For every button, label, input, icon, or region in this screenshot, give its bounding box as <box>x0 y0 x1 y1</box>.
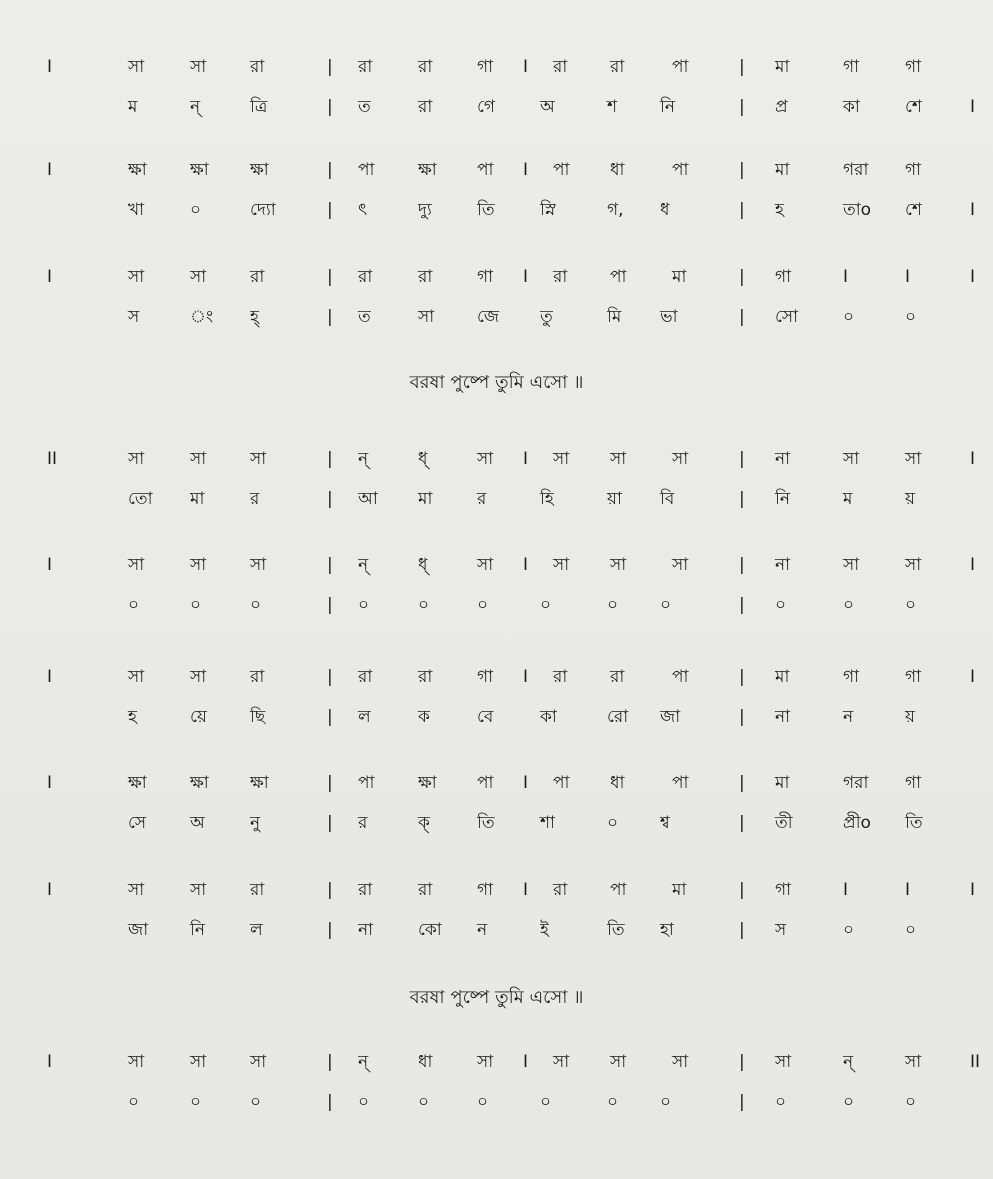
lyric-syllable: খা <box>128 200 145 220</box>
bar-line: I <box>523 667 529 687</box>
swara-note: মা <box>672 267 687 287</box>
swara-note: সা <box>477 555 494 575</box>
bar-line: | <box>739 449 745 469</box>
lyric-syllable: ০ <box>358 595 370 615</box>
lyric-syllable: শে <box>905 200 922 220</box>
swara-note: সা <box>775 1052 792 1072</box>
bar-line: | <box>739 1092 745 1112</box>
lyric-syllable: ০ <box>418 595 430 615</box>
swara-line <box>0 155 993 185</box>
bar-line: I <box>905 880 911 900</box>
swara-note: সা <box>190 880 207 900</box>
swara-note: সা <box>128 267 145 287</box>
lyric-syllable: র <box>477 489 487 509</box>
lyric-syllable: ০ <box>190 595 202 615</box>
lyric-syllable: রো <box>607 707 629 727</box>
lyric-syllable: ০ <box>607 595 619 615</box>
bar-line: | <box>327 160 333 180</box>
swara-note: ক্ষা <box>190 773 209 793</box>
bar-line: | <box>327 200 333 220</box>
lyric-syllable: ল <box>358 707 371 727</box>
swara-note: সা <box>250 1052 267 1072</box>
swara-note: রা <box>250 267 265 287</box>
bar-line: | <box>327 267 333 287</box>
swara-note: সা <box>250 555 267 575</box>
swara-note: ক্ষা <box>190 160 209 180</box>
section-end-marker: I <box>970 200 976 220</box>
lyric-syllable: ০ <box>190 200 202 220</box>
swara-note: সা <box>553 555 570 575</box>
lyric-syllable: স <box>128 307 140 327</box>
swara-note: সা <box>477 1052 494 1072</box>
swara-note: গা <box>843 667 860 687</box>
swara-line <box>0 52 993 82</box>
swara-note: পা <box>672 667 689 687</box>
lyric-syllable: তি <box>607 920 625 940</box>
lyric-syllable: তি <box>477 200 495 220</box>
lyric-syllable: গে <box>477 97 496 117</box>
lyric-syllable: ০ <box>660 595 672 615</box>
lyric-syllable: ন <box>843 707 854 727</box>
lyric-syllable: ০ <box>775 1092 787 1112</box>
swara-note: ধা <box>610 160 625 180</box>
swara-note: পা <box>477 160 494 180</box>
lyric-syllable: ০ <box>607 813 619 833</box>
bar-line: | <box>739 667 745 687</box>
swara-note: সা <box>610 1052 627 1072</box>
swara-note: সা <box>250 449 267 469</box>
section-end-marker: I <box>970 97 976 117</box>
swara-note: পা <box>672 57 689 77</box>
lyric-syllable: ত <box>358 97 371 117</box>
swara-note: সা <box>128 1052 145 1072</box>
swara-note: পা <box>672 160 689 180</box>
section-marker: I <box>47 880 53 900</box>
swara-note: সা <box>477 449 494 469</box>
swara-note: গা <box>775 267 792 287</box>
swara-note: সা <box>610 449 627 469</box>
lyric-syllable: ধ <box>660 200 670 220</box>
lyric-syllable: হ <box>775 200 784 220</box>
bar-line: I <box>523 555 529 575</box>
lyric-line <box>0 302 993 332</box>
lyric-syllable: ০ <box>660 1092 672 1112</box>
section-end-marker: I <box>970 555 976 575</box>
lyric-syllable: হ <box>128 707 137 727</box>
swara-note: সা <box>843 449 860 469</box>
swara-note: ধ্ <box>418 449 428 469</box>
lyric-syllable: তু <box>540 307 553 327</box>
bar-line: | <box>327 813 333 833</box>
swara-note: সা <box>190 555 207 575</box>
swara-note: ন্ <box>843 1052 854 1072</box>
swara-note: সা <box>672 555 689 575</box>
swara-note: পা <box>358 773 375 793</box>
swara-note: রা <box>553 880 568 900</box>
lyric-syllable: রা <box>418 97 433 117</box>
lyric-syllable: ০ <box>843 1092 855 1112</box>
bar-line: | <box>739 773 745 793</box>
bar-line: | <box>327 57 333 77</box>
lyric-syllable: য় <box>905 489 916 509</box>
swara-note: ক্ষা <box>250 160 269 180</box>
lyric-line <box>0 702 993 732</box>
bar-line: | <box>739 160 745 180</box>
lyric-syllable: নি <box>660 97 676 117</box>
lyric-syllable: কা <box>540 707 557 727</box>
lyric-syllable: স <box>775 920 787 940</box>
lyric-syllable: ক <box>418 707 430 727</box>
bar-line: | <box>739 200 745 220</box>
swara-note: সা <box>905 1052 922 1072</box>
lyric-syllable: ০ <box>905 307 917 327</box>
section-marker: I <box>47 555 53 575</box>
swara-note: ক্ষা <box>128 160 147 180</box>
lyric-syllable: বি <box>660 489 675 509</box>
lyric-syllable: তি <box>905 813 923 833</box>
lyric-syllable: হা <box>660 920 674 940</box>
lyric-syllable: বে <box>477 707 494 727</box>
swara-note: গা <box>905 57 922 77</box>
lyric-line <box>0 590 993 620</box>
lyric-syllable: ং <box>190 307 214 327</box>
swara-note: সা <box>672 449 689 469</box>
lyric-syllable: ছি <box>250 707 266 727</box>
lyric-syllable: তী <box>775 813 793 833</box>
lyric-syllable: শে <box>905 97 922 117</box>
lyric-syllable: না <box>358 920 374 940</box>
swara-note: ন্ <box>358 449 369 469</box>
bar-line: | <box>739 307 745 327</box>
lyric-syllable: ০ <box>843 595 855 615</box>
swara-note: সা <box>190 667 207 687</box>
lyric-syllable: ০ <box>418 1092 430 1112</box>
lyric-syllable: ম <box>128 97 138 117</box>
lyric-syllable: ক্ <box>418 813 430 833</box>
lyric-syllable: ত <box>358 307 371 327</box>
lyric-syllable: ০ <box>905 1092 917 1112</box>
swara-note: পা <box>553 160 570 180</box>
lyric-syllable: স্নি <box>540 200 556 220</box>
lyric-syllable: য়ে <box>190 707 207 727</box>
bar-line: I <box>523 267 529 287</box>
swara-note: রা <box>358 667 373 687</box>
lyric-syllable: ০ <box>250 595 262 615</box>
swara-note: পা <box>672 773 689 793</box>
swara-note: সা <box>190 267 207 287</box>
section-marker: I <box>47 773 53 793</box>
swara-note: মা <box>775 773 790 793</box>
swara-note: রা <box>358 57 373 77</box>
bar-line: | <box>327 307 333 327</box>
swara-note: পা <box>477 773 494 793</box>
lyric-syllable: ই <box>540 920 549 940</box>
bar-line: | <box>739 555 745 575</box>
bar-line: | <box>327 707 333 727</box>
refrain-line-2: বরষা পুষ্পে তুমি এসো ॥ <box>409 987 584 1008</box>
bar-line: I <box>843 267 849 287</box>
swara-line <box>0 1047 993 1077</box>
lyric-syllable: ০ <box>128 595 140 615</box>
lyric-syllable: ভা <box>660 307 678 327</box>
swara-note: রা <box>418 57 433 77</box>
bar-line: | <box>739 813 745 833</box>
swara-note: পা <box>358 160 375 180</box>
lyric-line <box>0 484 993 514</box>
lyric-syllable: য় <box>905 707 916 727</box>
lyric-syllable: ০ <box>540 595 552 615</box>
swara-note: রা <box>250 880 265 900</box>
lyric-syllable: শা <box>540 813 555 833</box>
lyric-syllable: নু <box>250 813 261 833</box>
swara-note: পা <box>610 880 627 900</box>
bar-line: | <box>739 57 745 77</box>
bar-line: | <box>327 1052 333 1072</box>
lyric-syllable: শ <box>607 97 618 117</box>
bar-line: I <box>523 449 529 469</box>
lyric-syllable: ন্ <box>190 97 201 117</box>
swara-note: সা <box>190 449 207 469</box>
swara-note: সা <box>905 555 922 575</box>
swara-note: গা <box>775 880 792 900</box>
section-marker: I <box>47 1052 53 1072</box>
lyric-syllable: আ <box>358 489 378 509</box>
bar-line: I <box>523 160 529 180</box>
lyric-syllable: কা <box>843 97 860 117</box>
lyric-syllable: শ্ব <box>660 813 670 833</box>
bar-line: | <box>327 773 333 793</box>
swara-note: রা <box>250 667 265 687</box>
swara-note: সা <box>610 555 627 575</box>
lyric-syllable: প্রীo <box>843 813 871 833</box>
swara-note: পা <box>553 773 570 793</box>
lyric-syllable: ০ <box>843 920 855 940</box>
lyric-syllable: ল <box>250 920 263 940</box>
swara-note: ধা <box>418 1052 433 1072</box>
bar-line: | <box>327 920 333 940</box>
swara-note: ক্ষা <box>418 773 437 793</box>
bar-line: | <box>327 880 333 900</box>
swara-note: গরা <box>843 160 869 180</box>
lyric-syllable: অ <box>190 813 205 833</box>
lyric-syllable: ০ <box>250 1092 262 1112</box>
swara-note: গরা <box>843 773 869 793</box>
swara-note: রা <box>553 667 568 687</box>
swara-line <box>0 875 993 905</box>
lyric-syllable: অ <box>540 97 555 117</box>
bar-line: | <box>739 97 745 117</box>
swara-note: গা <box>477 267 494 287</box>
swara-note: সা <box>553 449 570 469</box>
lyric-syllable: তো <box>128 489 153 509</box>
swara-note: রা <box>418 267 433 287</box>
lyric-syllable: না <box>775 707 791 727</box>
swara-note: রা <box>418 667 433 687</box>
lyric-syllable: মা <box>190 489 205 509</box>
section-end-marker: I <box>970 667 976 687</box>
lyric-syllable: ০ <box>843 307 855 327</box>
bar-line: I <box>905 267 911 287</box>
swara-note: গা <box>905 160 922 180</box>
lyric-syllable: প্র <box>775 97 788 117</box>
lyric-syllable: ০ <box>477 595 489 615</box>
lyric-syllable: নি <box>775 489 791 509</box>
section-marker: I <box>47 667 53 687</box>
lyric-syllable: র <box>358 813 368 833</box>
swara-note: রা <box>610 667 625 687</box>
lyric-syllable: ০ <box>190 1092 202 1112</box>
lyric-syllable: গ, <box>607 200 624 220</box>
bar-line: | <box>739 920 745 940</box>
lyric-syllable: তাo <box>843 200 872 220</box>
lyric-syllable: মা <box>418 489 433 509</box>
swara-line <box>0 262 993 292</box>
swara-note: ন্ <box>358 1052 369 1072</box>
lyric-syllable: সে <box>128 813 147 833</box>
lyric-syllable: হি <box>540 489 554 509</box>
section-end-marker: I <box>970 880 976 900</box>
swara-note: গা <box>477 880 494 900</box>
bar-line: I <box>843 880 849 900</box>
lyric-syllable: ন <box>477 920 488 940</box>
lyric-line <box>0 915 993 945</box>
swara-note: মা <box>775 160 790 180</box>
bar-line: | <box>327 555 333 575</box>
swara-note: গা <box>477 667 494 687</box>
swara-note: না <box>775 555 791 575</box>
lyric-syllable: ০ <box>128 1092 140 1112</box>
bar-line: | <box>739 595 745 615</box>
lyric-syllable: র <box>250 489 260 509</box>
bar-line: I <box>523 773 529 793</box>
bar-line: | <box>327 449 333 469</box>
lyric-syllable: হ্ <box>250 307 259 327</box>
swara-note: ধা <box>610 773 625 793</box>
swara-note: মা <box>775 667 790 687</box>
swara-note: গা <box>477 57 494 77</box>
section-marker: II <box>47 449 58 469</box>
swara-note: পা <box>610 267 627 287</box>
lyric-syllable: ম <box>843 489 853 509</box>
swara-note: ন্ <box>358 555 369 575</box>
bar-line: | <box>327 667 333 687</box>
lyric-syllable: দ্যো <box>250 200 276 220</box>
swara-note: মা <box>672 880 687 900</box>
swara-note: রা <box>553 57 568 77</box>
swara-note: সা <box>128 57 145 77</box>
lyric-syllable: য়া <box>607 489 622 509</box>
bar-line: | <box>739 267 745 287</box>
lyric-syllable: দ্যু <box>418 200 432 220</box>
lyric-syllable: ৎ <box>358 200 368 220</box>
section-marker: I <box>47 57 53 77</box>
bar-line: I <box>523 880 529 900</box>
swara-line <box>0 550 993 580</box>
swara-note: রা <box>358 880 373 900</box>
swara-note: রা <box>250 57 265 77</box>
lyric-line <box>0 92 993 122</box>
bar-line: | <box>327 489 333 509</box>
swara-note: রা <box>418 880 433 900</box>
lyric-syllable: সা <box>418 307 435 327</box>
swara-note: রা <box>358 267 373 287</box>
lyric-syllable: ০ <box>607 1092 619 1112</box>
swara-note: ক্ষা <box>128 773 147 793</box>
lyric-syllable: ০ <box>905 920 917 940</box>
lyric-syllable: জে <box>477 307 500 327</box>
swara-note: গা <box>905 773 922 793</box>
lyric-syllable: ০ <box>358 1092 370 1112</box>
swara-note: সা <box>905 449 922 469</box>
lyric-syllable: ০ <box>905 595 917 615</box>
swara-note: গা <box>905 667 922 687</box>
swara-line <box>0 444 993 474</box>
lyric-syllable: ত্রি <box>250 97 268 117</box>
section-end-marker: I <box>970 267 976 287</box>
lyric-line <box>0 808 993 838</box>
section-marker: I <box>47 267 53 287</box>
swara-note: ক্ষা <box>250 773 269 793</box>
lyric-syllable: সো <box>775 307 799 327</box>
swara-note: সা <box>128 555 145 575</box>
bar-line: | <box>327 595 333 615</box>
swara-note: সা <box>128 667 145 687</box>
lyric-syllable: মি <box>607 307 622 327</box>
lyric-syllable: কো <box>418 920 442 940</box>
swara-note: গা <box>843 57 860 77</box>
swara-note: সা <box>190 1052 207 1072</box>
section-end-marker: II <box>970 1052 981 1072</box>
swara-note: সা <box>843 555 860 575</box>
lyric-syllable: তি <box>477 813 495 833</box>
swara-note: রা <box>553 267 568 287</box>
swara-note: ধ্ <box>418 555 428 575</box>
swara-note: সা <box>672 1052 689 1072</box>
swara-note: মা <box>775 57 790 77</box>
lyric-line <box>0 195 993 225</box>
bar-line: | <box>739 707 745 727</box>
bar-line: | <box>327 97 333 117</box>
bar-line: I <box>523 57 529 77</box>
lyric-syllable: ০ <box>540 1092 552 1112</box>
swara-line <box>0 768 993 798</box>
bar-line: | <box>739 1052 745 1072</box>
swara-note: সা <box>128 880 145 900</box>
section-end-marker: I <box>970 449 976 469</box>
section-marker: I <box>47 160 53 180</box>
refrain-line-1: বরষা পুষ্পে তুমি এসো ॥ <box>409 372 584 393</box>
bar-line: | <box>327 1092 333 1112</box>
swara-note: না <box>775 449 791 469</box>
bar-line: | <box>739 489 745 509</box>
lyric-syllable: জা <box>660 707 681 727</box>
swara-note: সা <box>128 449 145 469</box>
swara-line <box>0 662 993 692</box>
swara-note: ক্ষা <box>418 160 437 180</box>
lyric-syllable: নি <box>190 920 206 940</box>
lyric-line <box>0 1087 993 1117</box>
lyric-syllable: ০ <box>775 595 787 615</box>
swara-note: সা <box>553 1052 570 1072</box>
lyric-syllable: জা <box>128 920 149 940</box>
bar-line: | <box>739 880 745 900</box>
swara-note: রা <box>610 57 625 77</box>
bar-line: I <box>523 1052 529 1072</box>
swara-note: সা <box>190 57 207 77</box>
lyric-syllable: ০ <box>477 1092 489 1112</box>
